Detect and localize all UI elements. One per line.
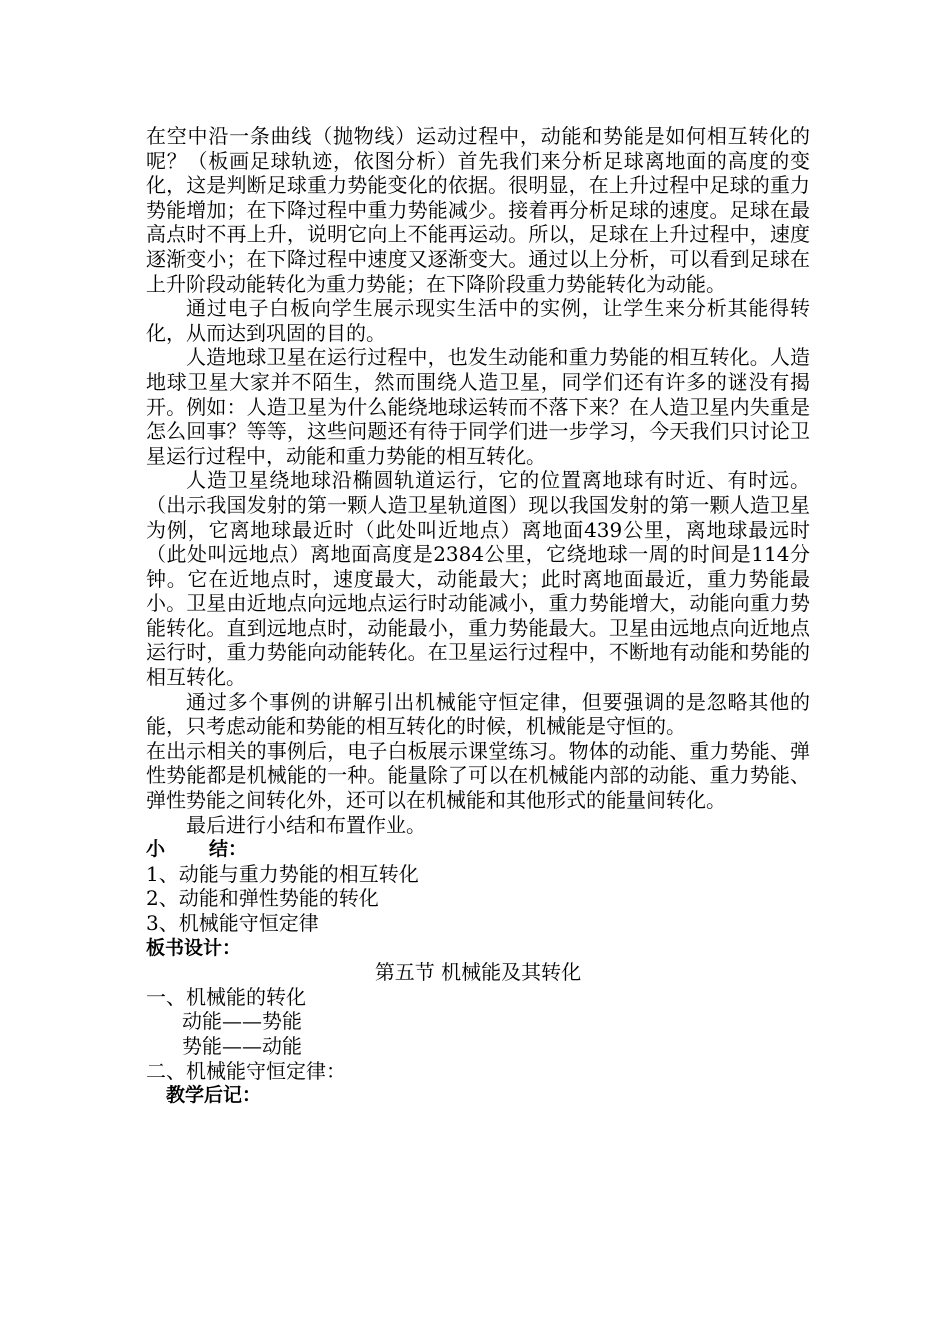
summary-heading-a: 小 — [146, 838, 166, 861]
teaching-afterword-heading: 教学后记： — [166, 1084, 262, 1107]
board-design-heading: 板书设计： — [146, 936, 242, 959]
paragraph-satellite-orbit: 人造卫星绕地球沿椭圆轨道运行，它的位置离地球有时近、有时远。（出示我国发射的第一颗人造卫星轨道图）现以我国发射的第一颗人造卫星为例，它离地球最近时（此处叫近地点）离地面439公里，离地球最远时（此处叫远地点）离地面高度是2384公里，它绕地球一周的时间是114分钟。它在近地点时，速度最大，动能最大；此时离地面最近，重力势能最小。卫星由近地点向远地点运行时动能减小，重力势能增大，动能向重力势能转化。直到远地点时，动能最小，重力势能最大。卫星由远地点向近地点运行时，重力势能向动能转化。在卫星运行过程中，不断地有动能和势能的相互转化。 — [146, 468, 810, 690]
paragraph-football-analysis: 在空中沿一条曲线（抛物线）运动过程中，动能和势能是如何相互转化的呢？（板画足球轨迹，依图分析）首先我们来分析足球离地面的高度的变化，这是判断足球重力势能变化的依据。很明显，在上升过程中足球的重力势能增加；在下降过程中重力势能减少。接着再分析足球的速度。足球在最高点时不再上升，说明它向上不能再运动。所以，足球在上升过程中，速度逐渐变小；在下降过程中速度又逐渐变大。通过以上分析，可以看到足球在上升阶段动能转化为重力势能；在下降阶段重力势能转化为动能。 — [146, 124, 810, 296]
summary-heading-b: 结： — [209, 838, 248, 861]
board-part-1-line-2: 势能——动能 — [182, 1033, 302, 1058]
paragraph-whiteboard-examples: 通过电子白板向学生展示现实生活中的实例，让学生来分析其能得转化，从而达到巩固的目的。 — [146, 296, 810, 345]
board-part-1-line-1: 动能——势能 — [182, 1009, 302, 1034]
board-part-1: 一、机械能的转化 — [146, 984, 306, 1009]
document-page — [146, 124, 810, 1108]
summary-item: 3、机械能守恒定律 — [146, 911, 319, 935]
section-title: 第五节 机械能及其转化 — [374, 960, 582, 985]
summary-heading — [146, 837, 810, 862]
paragraph-closing: 最后进行小结和布置作业。 — [186, 812, 426, 837]
paragraph-classroom-exercise: 在出示相关的事例后，电子白板展示课堂练习。物体的动能、重力势能、弹性势能都是机械能的一种。能量除了可以在机械能内部的动能、重力势能、弹性势能之间转化外，还可以在机械能和其他形式的能量间转化。 — [146, 738, 810, 813]
summary-item: 2、动能和弹性势能的转化 — [146, 886, 379, 911]
board-part-2: 二、机械能守恒定律： — [146, 1058, 346, 1083]
summary-item: 1、动能与重力势能的相互转化 — [146, 861, 419, 886]
paragraph-conservation-law: 通过多个事例的讲解引出机械能守恒定律，但要强调的是忽略其他的能，只考虑动能和势能的相互转化的时候，机械能是守恒的。 — [146, 689, 810, 739]
paragraph-satellite-intro: 人造地球卫星在运行过程中，也发生动能和重力势能的相互转化。人造地球卫星大家并不陌生，然而围绕人造卫星，同学们还有许多的谜没有揭开。例如：人造卫星为什么能绕地球运转而不落下来？在人造卫星内失重是怎么回事？等等，这些问题还有待于同学们进一步学习，今天我们只讨论卫星运行过程中，动能和重力势能的相互转化。 — [146, 345, 810, 468]
